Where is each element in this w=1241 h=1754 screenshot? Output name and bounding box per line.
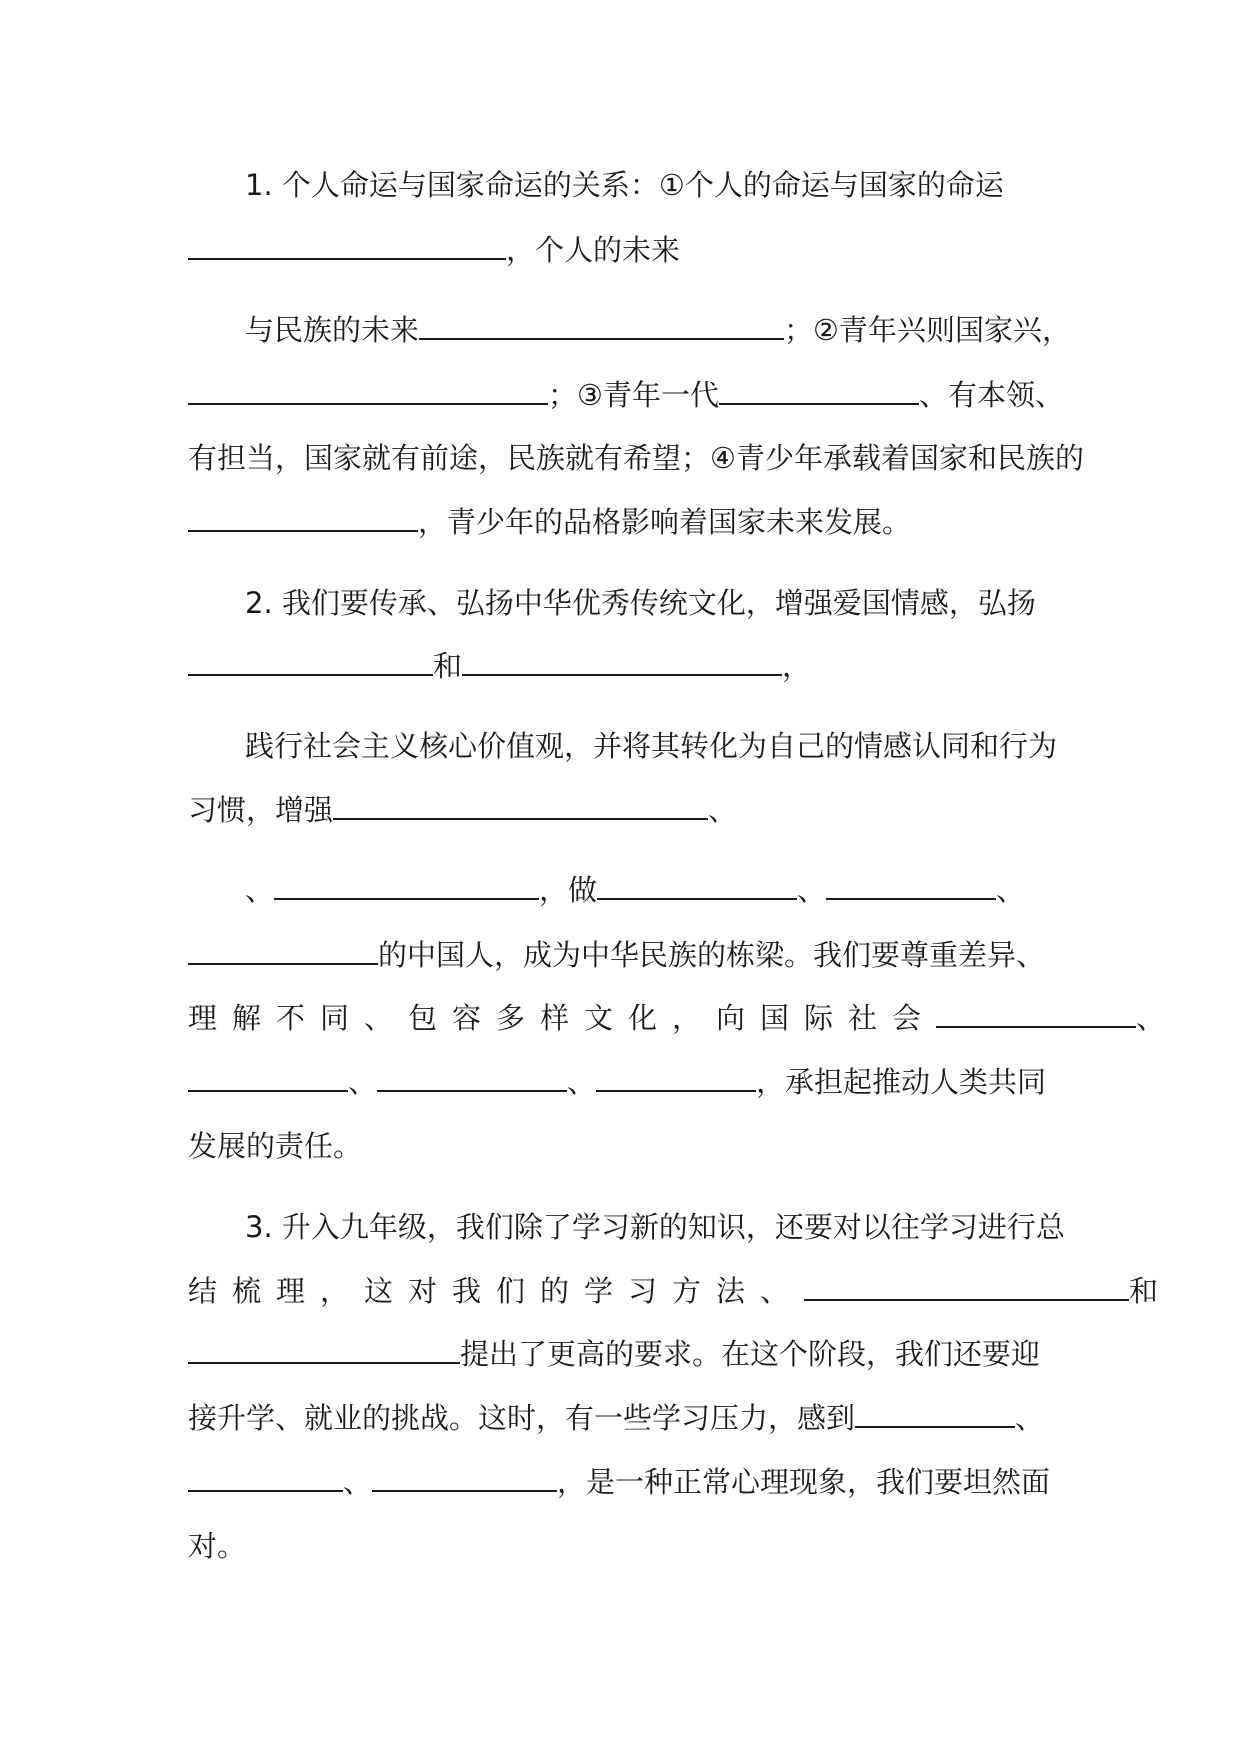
- fill-blank[interactable]: [188, 1336, 460, 1364]
- fill-blank[interactable]: [855, 1400, 1015, 1428]
- q1-line-3: 与民族的未来 ；②青年兴则国家兴，: [245, 313, 1072, 347]
- q3-line-5: 、 ，是一种正常心理现象，我们要坦然面: [188, 1462, 1050, 1502]
- fill-blank[interactable]: [596, 1064, 756, 1092]
- q3-line-4: 接升学、就业的挑战。这时，有一些学习压力，感到 、: [188, 1401, 1045, 1435]
- fill-blank[interactable]: [188, 937, 378, 965]
- q2-line-2: 和 ，: [188, 646, 811, 686]
- q1-line-1: 1. 个人命运与国家命运的关系：①个人的命运与国家的命运: [245, 168, 1004, 202]
- q3-line-6: 对。: [188, 1529, 247, 1563]
- q3-line-2: 结梳理，这对我们的学习方法、 和: [188, 1274, 1159, 1308]
- q1-line-6: ，青少年的品格影响着国家未来发展。: [188, 502, 911, 542]
- q2-line-8: 、 、 ，承担起推动人类共同: [188, 1062, 1046, 1102]
- q1-line-5: 有担当，国家就有前途，民族就有希望；④青少年承载着国家和民族的: [188, 441, 1084, 475]
- fill-blank[interactable]: [188, 232, 506, 260]
- q2-line-6: 的中国人，成为中华民族的栋梁。我们要尊重差异、: [188, 935, 1045, 975]
- fill-blank[interactable]: [462, 648, 782, 676]
- fill-blank[interactable]: [274, 872, 539, 900]
- fill-blank[interactable]: [333, 792, 708, 820]
- fill-blank[interactable]: [936, 1000, 1136, 1028]
- q2-line-7: 理解不同、包容多样文化，向国际社会 、: [188, 1001, 1166, 1035]
- fill-blank[interactable]: [188, 1464, 343, 1492]
- q3-line-1: 3. 升入九年级，我们除了学习新的知识，还要对以往学习进行总: [245, 1210, 1065, 1244]
- fill-blank[interactable]: [597, 872, 797, 900]
- fill-blank[interactable]: [372, 1464, 557, 1492]
- fill-blank[interactable]: [188, 648, 433, 676]
- q2-line-4: 习惯，增强 、: [188, 793, 738, 827]
- fill-blank[interactable]: [188, 377, 548, 405]
- fill-blank[interactable]: [188, 1064, 348, 1092]
- fill-blank[interactable]: [188, 504, 418, 532]
- q2-line-9: 发展的责任。: [188, 1129, 363, 1163]
- fill-blank[interactable]: [826, 872, 996, 900]
- q1-line-4: ；③青年一代 、有本领、: [188, 375, 1064, 415]
- fill-blank[interactable]: [377, 1064, 567, 1092]
- fill-blank[interactable]: [804, 1273, 1129, 1301]
- fill-blank[interactable]: [419, 312, 784, 340]
- q2-line-3: 践行社会主义核心价值观，并将其转化为自己的情感认同和行为: [245, 729, 1058, 763]
- q2-line-1: 2. 我们要传承、弘扬中华优秀传统文化，增强爱国情感，弘扬: [245, 586, 1036, 620]
- q1-line-2: ，个人的未来: [188, 230, 680, 270]
- q2-line-5: 、 ，做 、 、: [245, 873, 1026, 907]
- fill-blank[interactable]: [719, 377, 919, 405]
- q3-line-3: 提出了更高的要求。在这个阶段，我们还要迎: [188, 1334, 1040, 1374]
